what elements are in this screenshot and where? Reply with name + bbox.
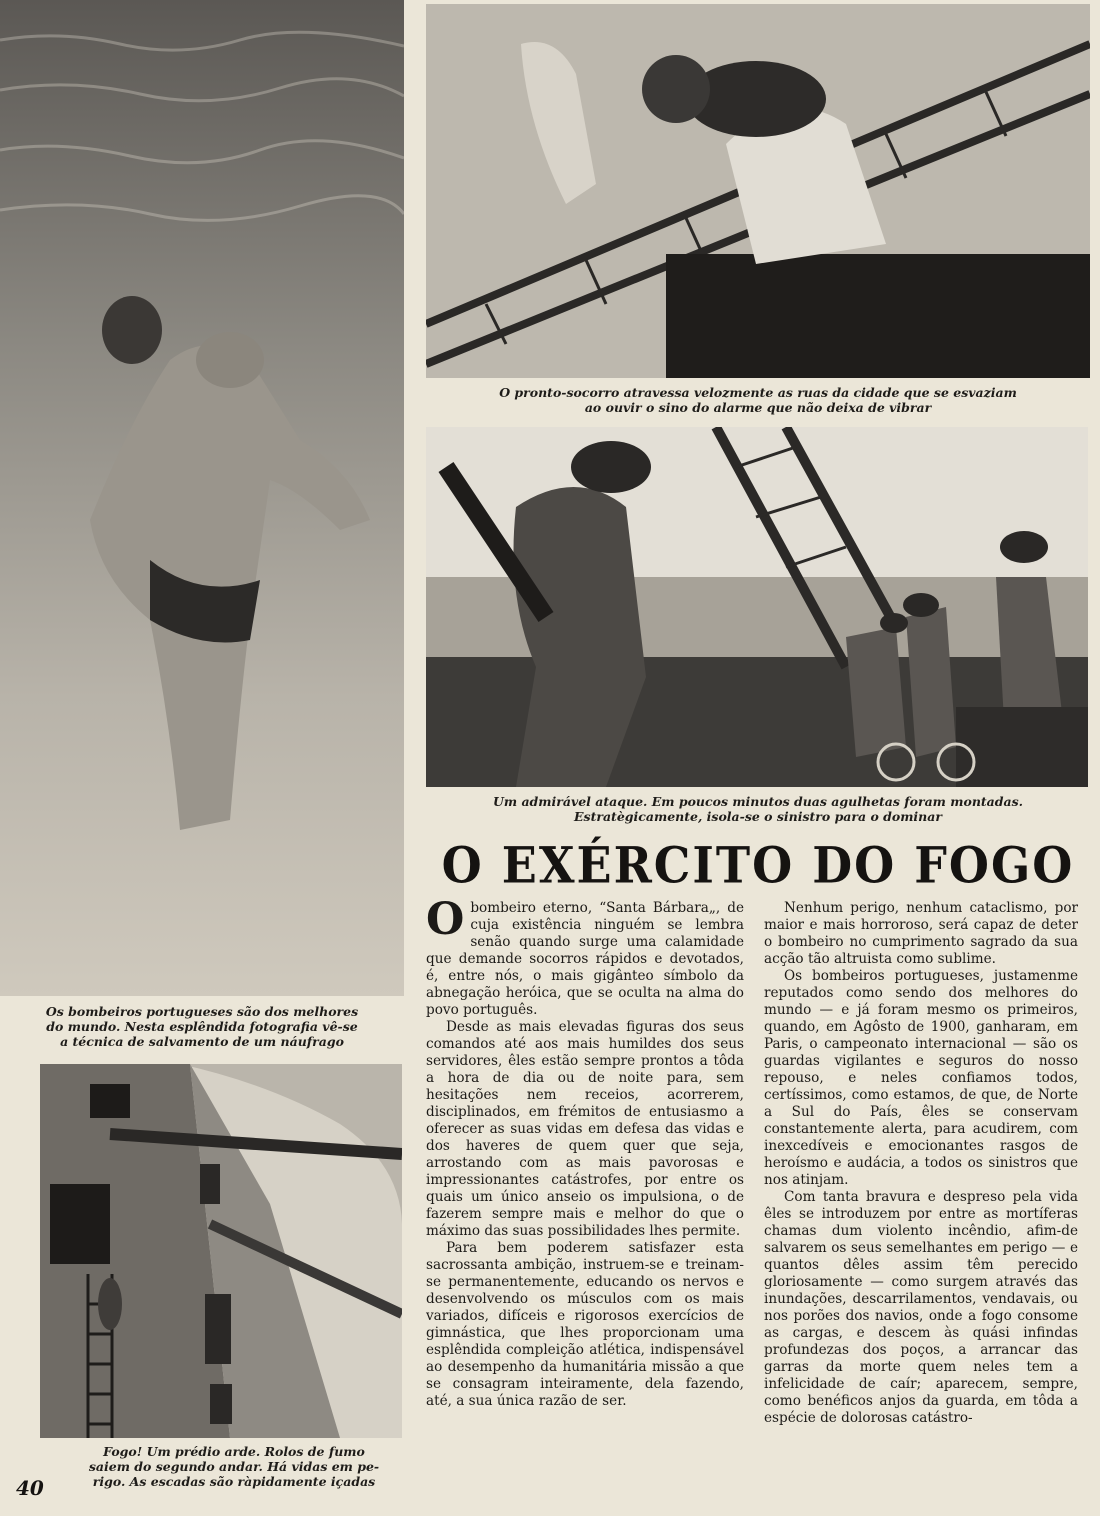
hose-attack-photo — [426, 427, 1088, 787]
article-paragraph: Nenhum perigo, nenhum cataclismo, por maior e mais horroroso, será capaz de deter o bombeiro no cumprimento sagrado da sua acção tão altruista como sublime. — [764, 900, 1078, 967]
dropcap: O — [426, 894, 465, 945]
swimmers-caption: Os bombeiros portugueses são dos melhores do mundo. Nesta esplêndida fotografia vê-se a técnica de salvamento de um náufrago — [45, 1004, 359, 1049]
article-paragraph: Desde as mais elevadas figuras dos seus comandos até aos mais humildes dos seus servidores, êles estão sempre prontos a tôda a hora de dia ou de noite para, sem hesitações nem receios, acorrerem, disciplinados, em frémitos de entusiasmo a oferecer as suas vidas em defesa das vidas e dos haveres de quem quer que seja, arrostando com as mais pavorosas e impressionantes catástrofes, por entre os quais um único anseio os impulsiona, o de fazerem sempre mais e melhor do que o máximo das suas possibilidades lhes permite. — [426, 1019, 744, 1239]
article-column-1 — [426, 894, 744, 1410]
burning-building-photo — [40, 1064, 402, 1438]
article-paragraph: O bombeiro eterno, “Santa Bárbara„, de cuja existência ninguém se lembra senão quando surge uma calamidade que demande socorros rápidos e devotados, é, entre nós, o mais gigânteo símbolo da abnegação heróica, que se oculta na alma do povo português. — [426, 894, 744, 1018]
page-number: 40 — [16, 1476, 44, 1500]
article-headline: O EXÉRCITO DO FOGO — [441, 835, 1075, 895]
burning-building-caption: Fogo! Um prédio arde. Rolos de fumo saiem do segundo andar. Há vidas em pe- rigo. As escadas são ràpidamente içadas — [88, 1444, 380, 1489]
swimmers-rescue-photo — [0, 0, 404, 996]
hose-attack-caption: Um admirável ataque. Em poucos minutos duas agulhetas foram montadas. Estratègicamente, isola-se o sinistro para o dominar — [492, 794, 1024, 824]
article-paragraph: Para bem poderem satisfazer esta sacrossanta ambição, instruem-se e treinam-se permanentemente, educando os nervos e desenvolvendo os músculos com os mais variados, difíceis e rigorosos exercícios de gimnástica, que lhes proporcionam uma esplêndida compleição atlética, indispensável ao desempenho da humanitária missão a que se consagram inteiramente, dela fazendo, até, a sua única razão de ser. — [426, 1240, 744, 1409]
article-column-2 — [764, 900, 1078, 1427]
article-paragraph: Os bombeiros portugueses, justamenme reputados como sendo dos melhores do mundo — e já foram mesmo os primeiros, quando, em Agôsto de 1900, ganharam, em Paris, o campeonato internacional — são os guardas vigilantes e seguros do nosso repouso, e neles confiamos todos, certíssimos, como estamos, de que, de Norte a Sul do País, êles se conservam constantemente alerta, para acudirem, com inexcedíveis e emocionantes rasgos de heroísmo e audácia, a todos os sinistros que nos atinjam. — [764, 968, 1078, 1188]
article-paragraph: Com tanta bravura e despreso pela vida êles se introduzem por entre as mortíferas chamas dum violento incêndio, afim-de salvarem os seus semelhantes em perigo — e quantos dêles assim têm perecido gloriosamente — como surgem através das inundações, descarrilamentos, vendavais, ou nos porões dos navios, onde a fogo consome as cargas, e descem às quási infindas profundezas dos poços, a arrancar das garras da morte quem neles tem a infelicidade de caír; aparecem, sempre, como benéficos anjos da guarda, em tôda a espécie de dolorosas catástro- — [764, 1189, 1078, 1426]
ladder-truck-caption: O pronto-socorro atravessa velozmente as ruas da cidade que se esvaziam ao ouvir o sino do alarme que não deixa de vibrar — [499, 385, 1017, 415]
ladder-truck-firefighter-photo — [426, 4, 1090, 378]
